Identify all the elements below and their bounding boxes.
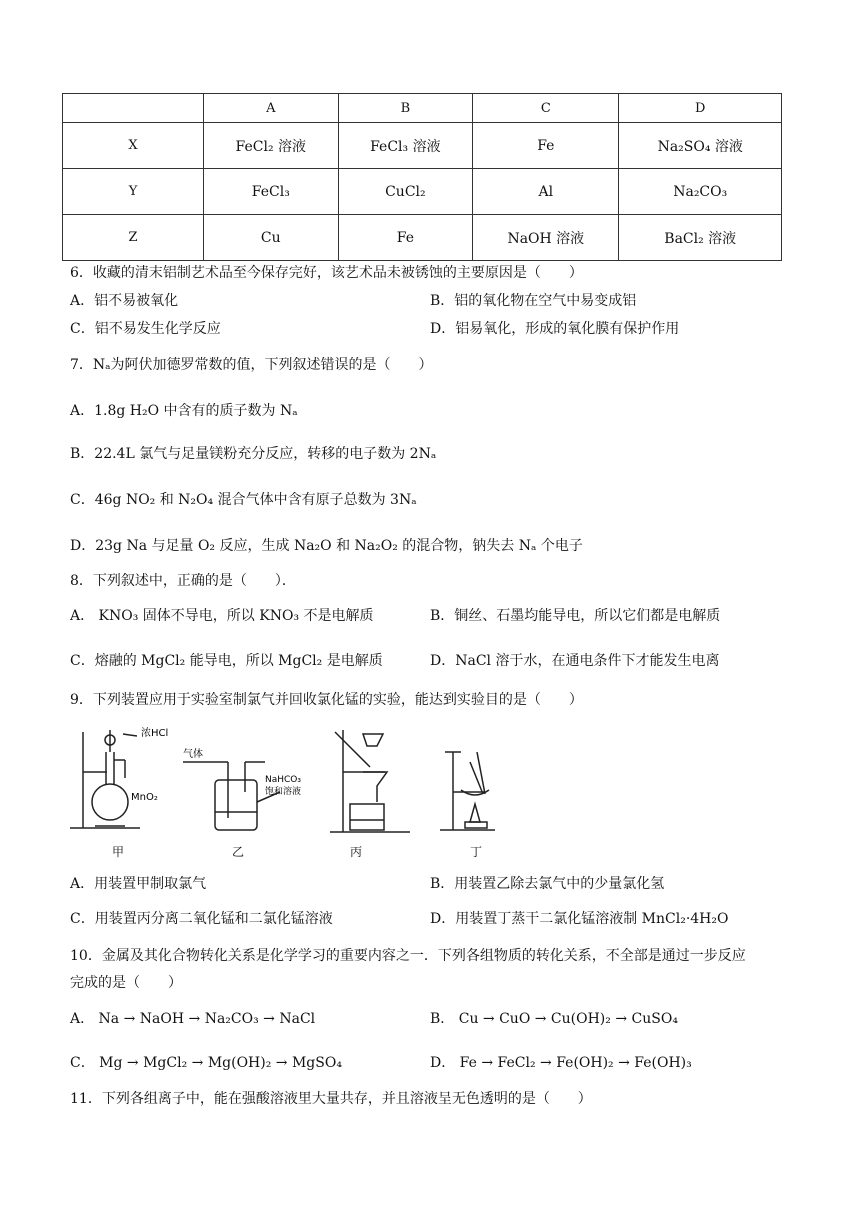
table-header-b: B <box>338 94 473 123</box>
table-cell: FeCl₃ <box>204 169 339 215</box>
label-mno2: MnO₂ <box>131 792 158 803</box>
table-cell: Fe <box>338 215 473 261</box>
q6-stem: 6．收藏的清末铝制艺术品至今保存完好，该艺术品未被锈蚀的主要原因是（ ） <box>70 265 583 281</box>
label-conc-hcl: 浓HCl <box>141 728 169 739</box>
apparatus-bing <box>330 730 410 832</box>
table-row <box>63 215 782 261</box>
table-cell: CuCl₂ <box>338 169 473 215</box>
q7-option-a: A．1.8g H₂O 中含有的质子数为 Nₐ <box>70 403 298 419</box>
q9-option-c: C．用装置丙分离二氧化锰和二氯化锰溶液 <box>70 911 333 927</box>
label-saturated-solution: 饱和溶液 <box>265 787 302 797</box>
q8-option-c: C．熔融的 MgCl₂ 能导电，所以 MgCl₂ 是电解质 <box>70 653 383 669</box>
table-cell: FeCl₃ 溶液 <box>338 123 473 169</box>
table-header-row <box>63 94 782 123</box>
table-cell: Cu <box>204 215 339 261</box>
q10-option-c: C． Mg → MgCl₂ → Mg(OH)₂ → MgSO₄ <box>70 1055 342 1071</box>
q8-option-a: A． KNO₃ 固体不导电，所以 KNO₃ 不是电解质 <box>70 608 374 624</box>
caption-bing: 丙 <box>350 845 363 859</box>
row-label: X <box>63 123 204 169</box>
q10-option-d: D． Fe → FeCl₂ → Fe(OH)₂ → Fe(OH)₃ <box>430 1055 692 1071</box>
caption-ding: 丁 <box>470 845 483 859</box>
table-cell: Na₂SO₄ 溶液 <box>619 123 782 169</box>
apparatus-figure <box>65 722 525 862</box>
q9-stem: 9．下列装置应用于实验室制氯气并回收氯化锰的实验，能达到实验目的是（ ） <box>70 692 583 708</box>
table-row <box>63 169 782 215</box>
q10-stem-line2: 完成的是（ ） <box>70 975 182 991</box>
q8-option-b: B．铜丝、石墨均能导电，所以它们都是电解质 <box>430 608 721 624</box>
q7-option-b: B．22.4L 氯气与足量镁粉充分反应，转移的电子数为 2Nₐ <box>70 446 437 462</box>
q6-option-a: A．铝不易被氧化 <box>70 293 179 309</box>
q6-option-c: C．铝不易发生化学反应 <box>70 321 221 337</box>
q8-stem: 8．下列叙述中，正确的是（ ）． <box>70 573 296 589</box>
q9-option-b: B．用装置乙除去氯气中的少量氯化氢 <box>430 876 665 892</box>
q6-option-b: B．铝的氧化物在空气中易变成铝 <box>430 293 637 309</box>
table-cell: Al <box>473 169 619 215</box>
apparatus-drawing <box>65 722 525 862</box>
q9-option-a: A．用装置甲制取氯气 <box>70 876 207 892</box>
apparatus-ding <box>440 752 495 830</box>
q8-option-d: D．NaCl 溶于水，在通电条件下才能发生电离 <box>430 653 720 669</box>
apparatus-jia <box>70 730 140 828</box>
table-header-c: C <box>473 94 619 123</box>
label-gas: 气体 <box>183 749 203 760</box>
label-nahco3: NaHCO₃ <box>265 775 301 785</box>
row-label: Y <box>63 169 204 215</box>
table-header-d: D <box>619 94 782 123</box>
table-cell: Na₂CO₃ <box>619 169 782 215</box>
q10-option-b: B． Cu → CuO → Cu(OH)₂ → CuSO₄ <box>430 1011 678 1027</box>
table-cell: Fe <box>473 123 619 169</box>
reagent-table <box>62 93 782 261</box>
caption-yi: 乙 <box>232 845 245 859</box>
q10-option-a: A． Na → NaOH → Na₂CO₃ → NaCl <box>70 1011 316 1027</box>
q7-stem: 7．Nₐ为阿伏加德罗常数的值，下列叙述错误的是（ ） <box>70 357 433 373</box>
table-cell: FeCl₂ 溶液 <box>204 123 339 169</box>
q7-option-d: D．23g Na 与足量 O₂ 反应，生成 Na₂O 和 Na₂O₂ 的混合物，钠失去 Nₐ 个电子 <box>70 538 583 554</box>
q9-option-d: D．用装置丁蒸干二氯化锰溶液制 MnCl₂·4H₂O <box>430 911 729 927</box>
table-cell: BaCl₂ 溶液 <box>619 215 782 261</box>
table-cell: NaOH 溶液 <box>473 215 619 261</box>
table-corner-cell <box>63 94 204 123</box>
q11-stem: 11．下列各组离子中，能在强酸溶液里大量共存，并且溶液呈无色透明的是（ ） <box>70 1091 592 1107</box>
table-header-a: A <box>204 94 339 123</box>
row-label: Z <box>63 215 204 261</box>
q10-stem-line1: 10．金属及其化合物转化关系是化学学习的重要内容之一．下列各组物质的转化关系，不全部是通过一步反应 <box>70 948 746 964</box>
q6-option-d: D．铝易氧化，形成的氧化膜有保护作用 <box>430 321 680 337</box>
table-row <box>63 123 782 169</box>
q7-option-c: C．46g NO₂ 和 N₂O₄ 混合气体中含有原子总数为 3Nₐ <box>70 492 417 508</box>
caption-jia: 甲 <box>112 845 125 859</box>
